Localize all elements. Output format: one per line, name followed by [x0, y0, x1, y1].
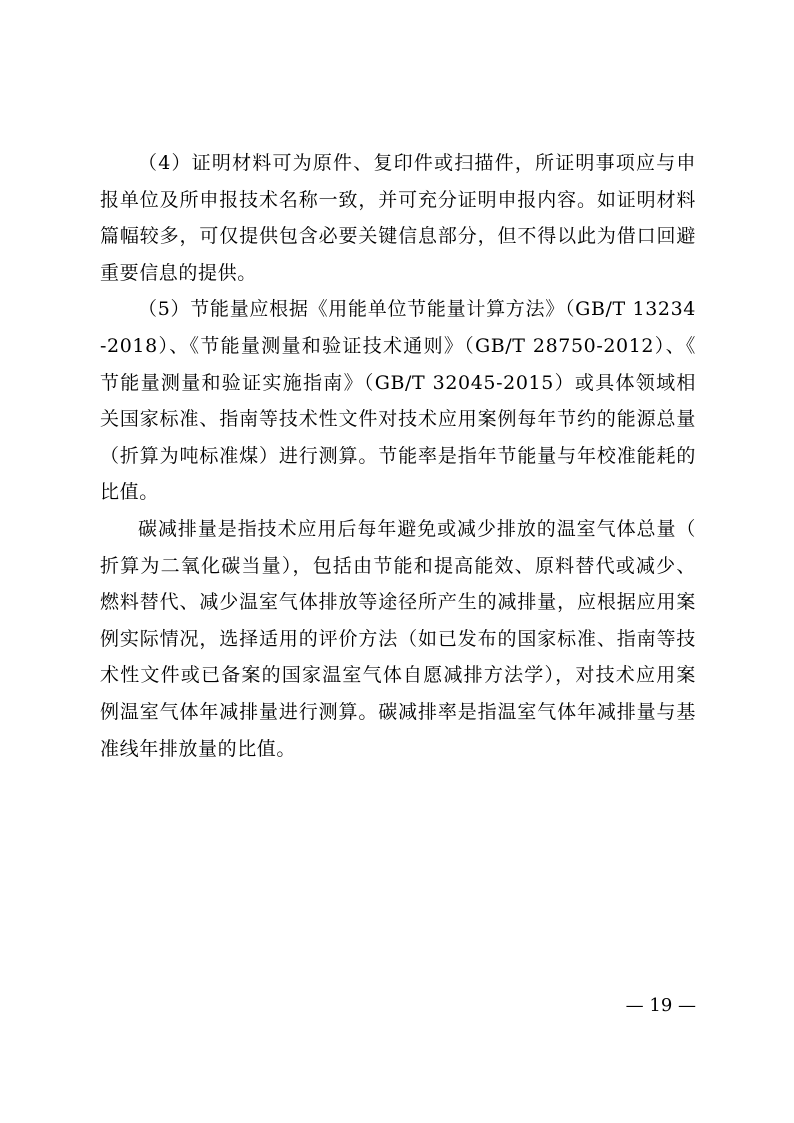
paragraph-proof-materials: （4）证明材料可为原件、复印件或扫描件，所证明事项应与申报单位及所申报技术名称一致，并可充分证明申报内容。如证明材料篇幅较多，可仅提供包含必要关键信息部分，但不得以此为借口回避重要信息的提供。	[100, 152, 696, 284]
body-text	[100, 145, 696, 767]
page-number: — 19 —	[625, 995, 696, 1016]
paragraph-carbon-reduction: 碳减排量是指技术应用后每年避免或减少排放的温室气体总量（折算为二氧化碳当量），包括由节能和提高能效、原料替代或减少、燃料替代、减少温室气体排放等途径所产生的减排量，应根据应用案例实际情况，选择适用的评价方法（如已发布的国家标准、指南等技术性文件或已备案的国家温室气体自愿减排方法学），对技术应用案例温室气体年减排量进行测算。碳减排率是指温室气体年减排量与基准线年排放量的比值。	[100, 517, 696, 760]
paragraph-energy-saving: （5）节能量应根据《用能单位节能量计算方法》（GB/T 13234-2018）、《节能量测量和验证技术通则》（GB/T 28750-2012）、《节能量测量和验证实施指南》（GB/T 32045-2015）或具体领域相关国家标准、指南等技术性文件对技术应用案例每年节约的能源总量（折算为吨标准煤）进行测算。节能率是指年节能量与年校准能耗的比值。	[100, 298, 696, 504]
